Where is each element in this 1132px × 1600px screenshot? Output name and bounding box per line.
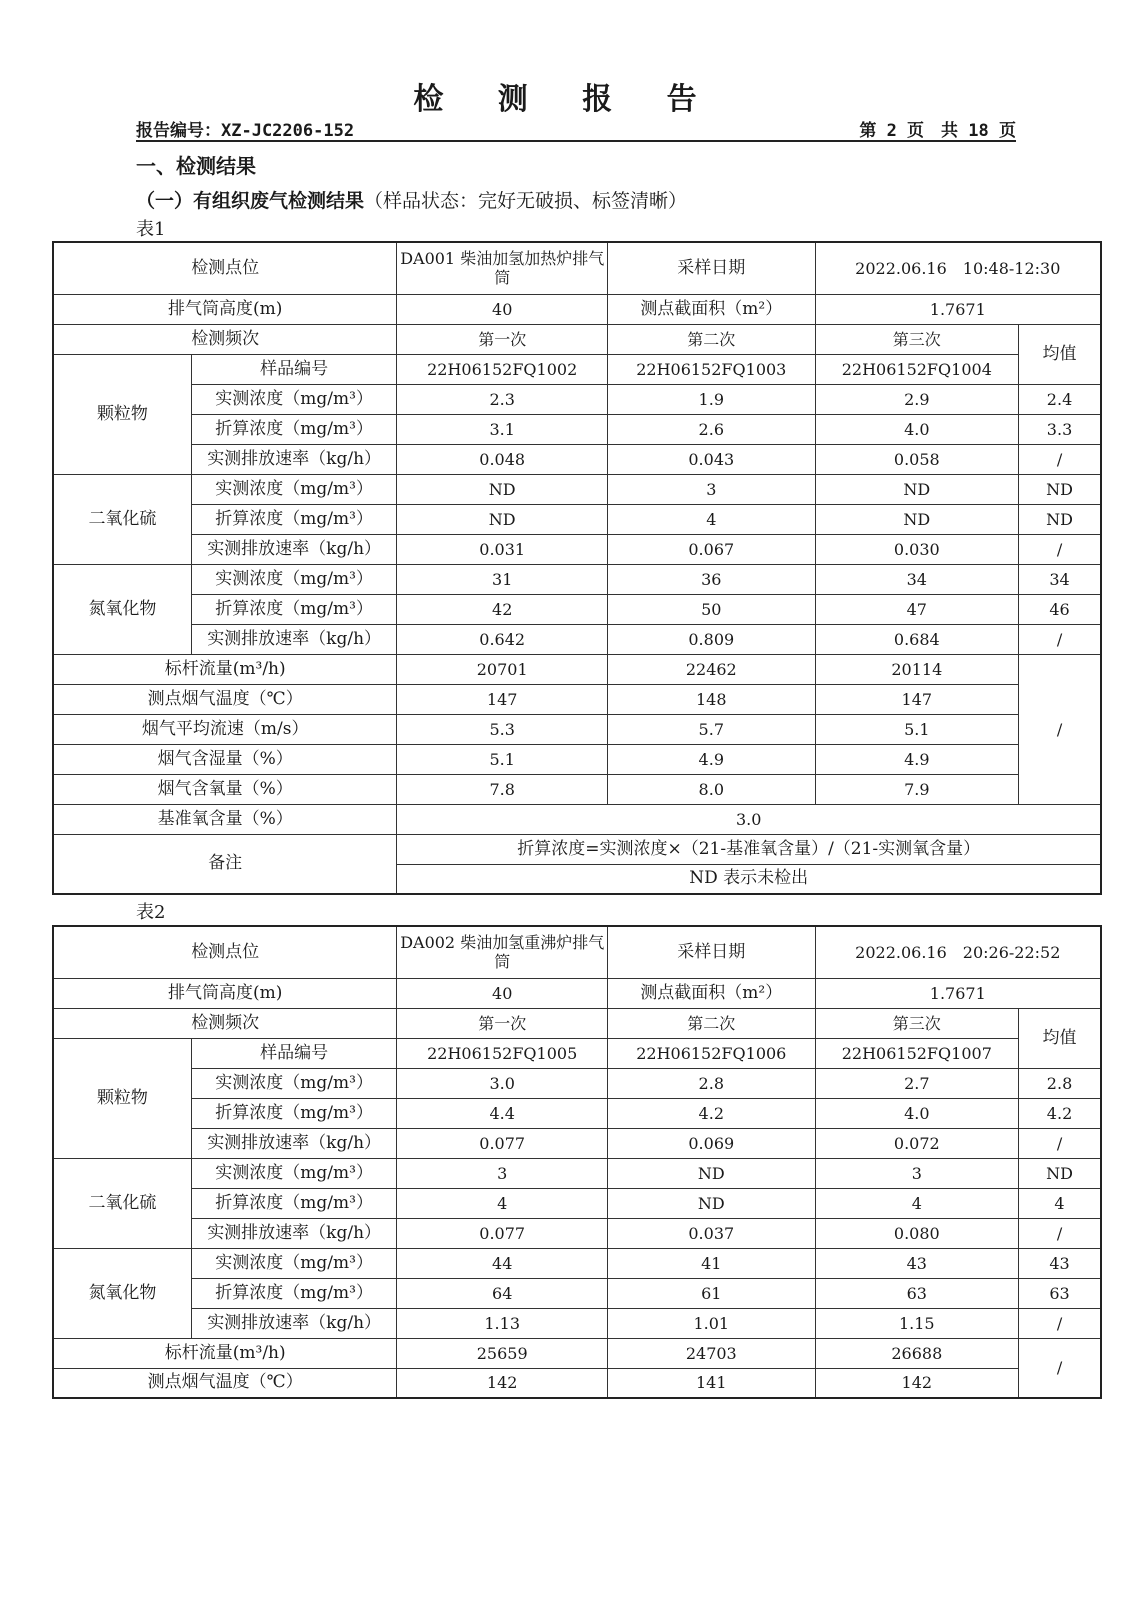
measure-label: 实测浓度（mg/m³）	[191, 474, 397, 504]
measure-value: 2.9	[815, 384, 1018, 414]
measure-value: 0.072	[815, 1128, 1018, 1158]
measure-value: 2.3	[397, 384, 608, 414]
measure-average: /	[1019, 1128, 1101, 1158]
measure-label: 折算浓度（mg/m³）	[191, 1278, 397, 1308]
param-value: 141	[608, 1368, 816, 1398]
table2-label: 表2	[136, 902, 166, 923]
measure-value: 0.642	[397, 624, 608, 654]
measure-value: 4.0	[815, 414, 1018, 444]
frequency-label: 检测频次	[53, 1008, 397, 1038]
measure-value: 36	[608, 564, 816, 594]
area-label: 测点截面积（m²）	[608, 294, 816, 324]
table-row	[53, 1218, 1101, 1248]
table-row	[53, 324, 1101, 354]
table-row	[53, 804, 1101, 834]
measure-average: /	[1019, 534, 1101, 564]
measure-label: 折算浓度（mg/m³）	[191, 1188, 397, 1218]
remark-label: 备注	[53, 834, 397, 894]
table-row	[53, 594, 1101, 624]
pollutant-name: 二氧化硫	[53, 474, 191, 564]
measure-average: 43	[1019, 1248, 1101, 1278]
measure-value: 63	[815, 1278, 1018, 1308]
pollutant-name: 二氧化硫	[53, 1158, 191, 1248]
measure-value: 41	[608, 1248, 816, 1278]
table1	[52, 241, 1102, 895]
measure-value: 0.069	[608, 1128, 816, 1158]
param-label: 烟气含湿量（%）	[53, 744, 397, 774]
measure-value: 1.9	[608, 384, 816, 414]
param-value: 148	[608, 684, 816, 714]
measure-average: /	[1019, 444, 1101, 474]
param-value: 4.9	[815, 744, 1018, 774]
measure-label: 实测浓度（mg/m³）	[191, 1068, 397, 1098]
pollutant-name: 颗粒物	[53, 354, 191, 474]
run-header: 第一次	[397, 1008, 608, 1038]
average-header: 均值	[1019, 1008, 1101, 1068]
table-row	[53, 1158, 1101, 1188]
measure-label: 折算浓度（mg/m³）	[191, 594, 397, 624]
date-value: 2022.06.16 20:26-22:52	[815, 926, 1101, 978]
measure-value: 4.0	[815, 1098, 1018, 1128]
table2	[52, 925, 1102, 1399]
param-label: 测点烟气温度（℃）	[53, 684, 397, 714]
reference-oxygen-value: 3.0	[397, 804, 1101, 834]
measure-average: 3.3	[1019, 414, 1101, 444]
table-row	[53, 1068, 1101, 1098]
sample-id: 22H06152FQ1003	[608, 354, 816, 384]
param-value: 5.7	[608, 714, 816, 744]
measure-value: 0.031	[397, 534, 608, 564]
param-value: 147	[815, 684, 1018, 714]
table-row	[53, 242, 1101, 294]
sample-id: 22H06152FQ1002	[397, 354, 608, 384]
measure-value: 4	[815, 1188, 1018, 1218]
height-label: 排气筒高度(m)	[53, 294, 397, 324]
param-value: 142	[397, 1368, 608, 1398]
measure-label: 实测排放速率（kg/h）	[191, 1308, 397, 1338]
param-value: 5.1	[815, 714, 1018, 744]
table-row	[53, 834, 1101, 864]
measure-value: 0.067	[608, 534, 816, 564]
table-row	[53, 294, 1101, 324]
run-header: 第三次	[815, 1008, 1018, 1038]
page-number: 第 2 页 共 18 页	[859, 121, 1016, 141]
measure-value: 0.684	[815, 624, 1018, 654]
param-value: 26688	[815, 1338, 1018, 1368]
pollutant-name: 颗粒物	[53, 1038, 191, 1158]
param-value: 20701	[397, 654, 608, 684]
table-row	[53, 978, 1101, 1008]
table-row	[53, 1038, 1101, 1068]
measure-value: 3	[608, 474, 816, 504]
table-row	[53, 744, 1101, 774]
pollutant-name: 氮氧化物	[53, 1248, 191, 1338]
param-label: 烟气含氧量（%）	[53, 774, 397, 804]
table-row	[53, 684, 1101, 714]
pollutant-name: 氮氧化物	[53, 564, 191, 654]
param-value: 5.3	[397, 714, 608, 744]
run-header: 第一次	[397, 324, 608, 354]
measure-average: 63	[1019, 1278, 1101, 1308]
table-row	[53, 1188, 1101, 1218]
table-row	[53, 384, 1101, 414]
measure-average: 2.8	[1019, 1068, 1101, 1098]
param-label: 标杆流量(m³/h)	[53, 654, 397, 684]
measure-value: 1.01	[608, 1308, 816, 1338]
measure-value: ND	[815, 504, 1018, 534]
measure-value: 31	[397, 564, 608, 594]
point-label: 检测点位	[53, 242, 397, 294]
date-label: 采样日期	[608, 926, 816, 978]
param-value: 147	[397, 684, 608, 714]
measure-value: 1.13	[397, 1308, 608, 1338]
measure-label: 折算浓度（mg/m³）	[191, 504, 397, 534]
measure-value: 2.7	[815, 1068, 1018, 1098]
remark-nd: ND 表示未检出	[397, 864, 1101, 894]
point-value: DA002 柴油加氢重沸炉排气筒	[397, 926, 608, 978]
measure-value: ND	[397, 504, 608, 534]
measure-value: 61	[608, 1278, 816, 1308]
subsection-title: （一）有组织废气检测结果	[136, 190, 365, 212]
param-value: 8.0	[608, 774, 816, 804]
table-row	[53, 474, 1101, 504]
measure-value: 43	[815, 1248, 1018, 1278]
table-row	[53, 1338, 1101, 1368]
date-value: 2022.06.16 10:48-12:30	[815, 242, 1101, 294]
sample-id: 22H06152FQ1005	[397, 1038, 608, 1068]
measure-value: 0.077	[397, 1128, 608, 1158]
measure-value: 0.077	[397, 1218, 608, 1248]
measure-value: 0.030	[815, 534, 1018, 564]
measure-value: 0.037	[608, 1218, 816, 1248]
param-value: 7.9	[815, 774, 1018, 804]
param-value: 20114	[815, 654, 1018, 684]
table-row	[53, 534, 1101, 564]
param-average: /	[1019, 654, 1101, 804]
subsection-heading	[136, 186, 687, 213]
measure-value: 0.080	[815, 1218, 1018, 1248]
param-value: 7.8	[397, 774, 608, 804]
table-row	[53, 714, 1101, 744]
measure-value: 4.2	[608, 1098, 816, 1128]
param-value: 142	[815, 1368, 1018, 1398]
reference-oxygen-label: 基准氧含量（%）	[53, 804, 397, 834]
measure-value: 50	[608, 594, 816, 624]
measure-average: 4	[1019, 1188, 1101, 1218]
frequency-label: 检测频次	[53, 324, 397, 354]
table1-label: 表1	[136, 219, 166, 240]
section-heading: 一、检测结果	[136, 154, 256, 178]
sample-id: 22H06152FQ1006	[608, 1038, 816, 1068]
sample-id-label: 样品编号	[191, 354, 397, 384]
measure-value: 3.0	[397, 1068, 608, 1098]
report-number: 报告编号：XZ-JC2206-152	[136, 121, 355, 141]
param-label: 标杆流量(m³/h)	[53, 1338, 397, 1368]
point-value: DA001 柴油加氢加热炉排气筒	[397, 242, 608, 294]
table-row	[53, 1308, 1101, 1338]
measure-average: ND	[1019, 504, 1101, 534]
measure-value: 3	[815, 1158, 1018, 1188]
height-label: 排气筒高度(m)	[53, 978, 397, 1008]
table-row	[53, 624, 1101, 654]
measure-label: 实测浓度（mg/m³）	[191, 1158, 397, 1188]
measure-label: 折算浓度（mg/m³）	[191, 1098, 397, 1128]
table-row	[53, 926, 1101, 978]
table-row	[53, 444, 1101, 474]
measure-value: 2.6	[608, 414, 816, 444]
date-label: 采样日期	[608, 242, 816, 294]
remark-formula: 折算浓度=实测浓度×（21-基准氧含量）/（21-实测氧含量）	[397, 834, 1101, 864]
measure-value: 4	[608, 504, 816, 534]
measure-average: ND	[1019, 1158, 1101, 1188]
area-value: 1.7671	[815, 978, 1101, 1008]
measure-average: /	[1019, 624, 1101, 654]
measure-value: ND	[815, 474, 1018, 504]
measure-label: 折算浓度（mg/m³）	[191, 414, 397, 444]
table-row	[53, 1278, 1101, 1308]
param-value: 22462	[608, 654, 816, 684]
measure-value: ND	[608, 1158, 816, 1188]
area-value: 1.7671	[815, 294, 1101, 324]
measure-value: 2.8	[608, 1068, 816, 1098]
measure-value: 42	[397, 594, 608, 624]
param-label: 测点烟气温度（℃）	[53, 1368, 397, 1398]
report-title: 检 测 报 告	[413, 82, 719, 117]
measure-value: 0.048	[397, 444, 608, 474]
table-row	[53, 354, 1101, 384]
measure-value: 4.4	[397, 1098, 608, 1128]
measure-label: 实测排放速率（kg/h）	[191, 444, 397, 474]
measure-value: 0.043	[608, 444, 816, 474]
measure-value: 47	[815, 594, 1018, 624]
measure-value: 4	[397, 1188, 608, 1218]
measure-value: 3	[397, 1158, 608, 1188]
measure-average: 46	[1019, 594, 1101, 624]
sample-id: 22H06152FQ1007	[815, 1038, 1018, 1068]
area-label: 测点截面积（m²）	[608, 978, 816, 1008]
measure-average: /	[1019, 1308, 1101, 1338]
param-value: 4.9	[608, 744, 816, 774]
sample-status-note: （样品状态：完好无破损、标签清晰）	[364, 190, 688, 212]
sample-id: 22H06152FQ1004	[815, 354, 1018, 384]
table-row	[53, 1128, 1101, 1158]
param-value: 24703	[608, 1338, 816, 1368]
measure-label: 实测浓度（mg/m³）	[191, 384, 397, 414]
sample-id-label: 样品编号	[191, 1038, 397, 1068]
table-row	[53, 564, 1101, 594]
measure-label: 实测排放速率（kg/h）	[191, 1218, 397, 1248]
point-label: 检测点位	[53, 926, 397, 978]
height-value: 40	[397, 294, 608, 324]
table-row	[53, 504, 1101, 534]
measure-label: 实测排放速率（kg/h）	[191, 1128, 397, 1158]
measure-label: 实测浓度（mg/m³）	[191, 1248, 397, 1278]
param-value: 5.1	[397, 744, 608, 774]
measure-label: 实测排放速率（kg/h）	[191, 624, 397, 654]
measure-label: 实测浓度（mg/m³）	[191, 564, 397, 594]
table-row	[53, 1248, 1101, 1278]
measure-value: 3.1	[397, 414, 608, 444]
measure-value: 0.058	[815, 444, 1018, 474]
measure-average: /	[1019, 1218, 1101, 1248]
measure-value: 34	[815, 564, 1018, 594]
measure-label: 实测排放速率（kg/h）	[191, 534, 397, 564]
measure-value: ND	[608, 1188, 816, 1218]
param-label: 烟气平均流速（m/s）	[53, 714, 397, 744]
table-row	[53, 1098, 1101, 1128]
table-row	[53, 654, 1101, 684]
run-header: 第二次	[608, 324, 816, 354]
measure-average: 2.4	[1019, 384, 1101, 414]
param-value: 25659	[397, 1338, 608, 1368]
measure-value: ND	[397, 474, 608, 504]
table-row	[53, 1368, 1101, 1398]
measure-average: 4.2	[1019, 1098, 1101, 1128]
measure-value: 1.15	[815, 1308, 1018, 1338]
param-average: /	[1019, 1338, 1101, 1398]
table-row	[53, 1008, 1101, 1038]
measure-value: 44	[397, 1248, 608, 1278]
measure-value: 64	[397, 1278, 608, 1308]
run-header: 第三次	[815, 324, 1018, 354]
run-header: 第二次	[608, 1008, 816, 1038]
average-header: 均值	[1019, 324, 1101, 384]
table-row	[53, 414, 1101, 444]
measure-average: ND	[1019, 474, 1101, 504]
measure-average: 34	[1019, 564, 1101, 594]
table-row	[53, 774, 1101, 804]
report-header	[136, 116, 1016, 142]
measure-value: 0.809	[608, 624, 816, 654]
height-value: 40	[397, 978, 608, 1008]
